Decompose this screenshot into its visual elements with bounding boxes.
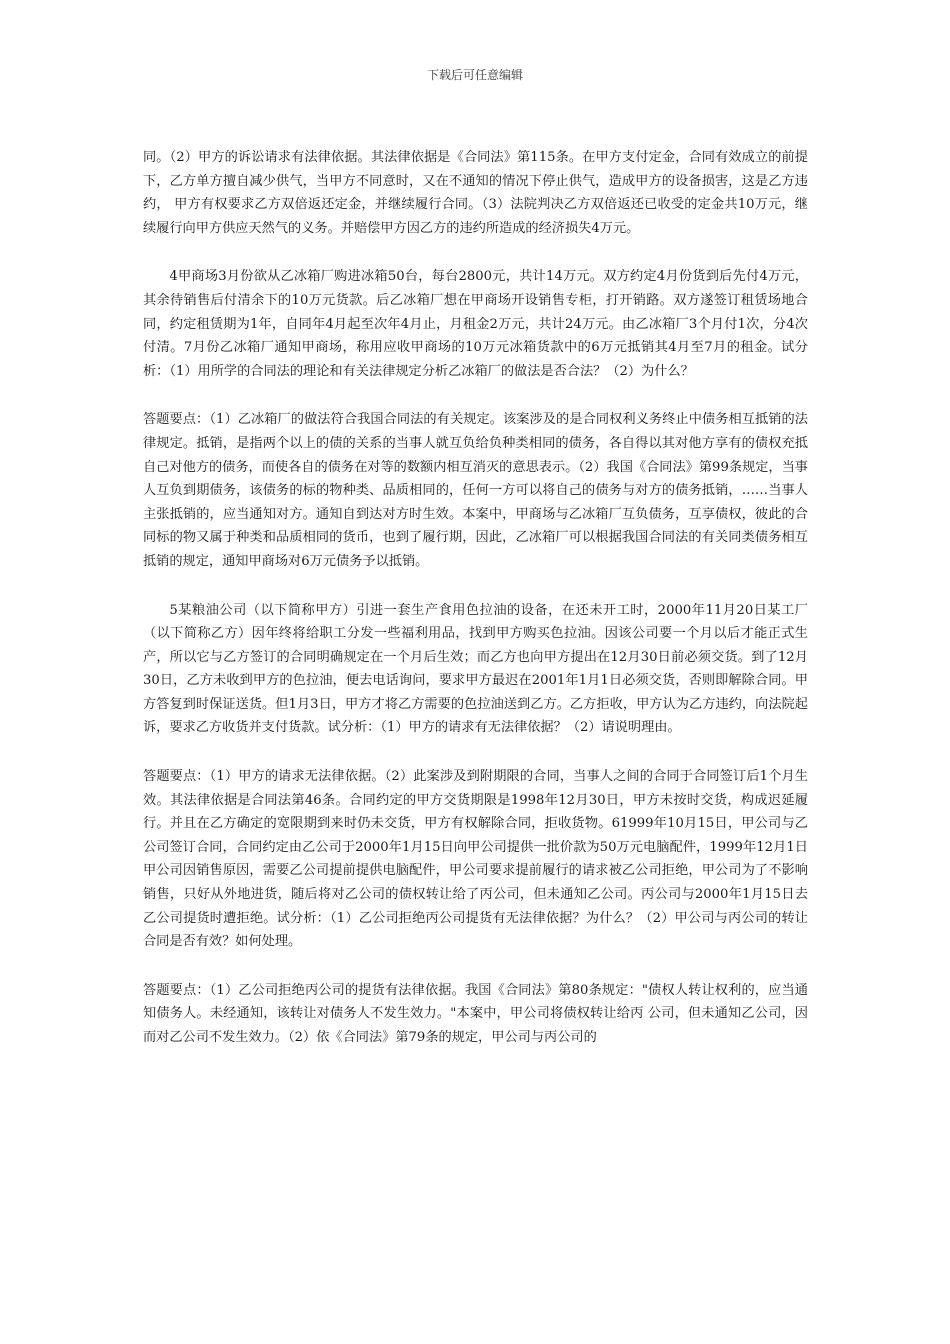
paragraph-2: 4甲商场3月份欲从乙冰箱厂购进冰箱50台，每台2800元，共计14万元。双方约定4月份货到后先付4万元，其余待销售后付清余下的10万元货款。后乙冰箱厂想在甲商场开设销售专柜，打开销路。双方遂签订租赁场地合同，约定租赁期为1年，自同年4月起至次年4月止，月租金2万元，共计24万元。由乙冰箱厂3个月付1次，分4次付清。7月份乙冰箱厂通知甲商场，称用应收甲商场的10万元冰箱货款中的6万元抵销其4月至7月的租金。试分析：（1）用所学的合同法的理论和有关法律规定分析乙冰箱厂的做法是否合法？（2）为什么？ [143, 269, 808, 379]
paragraph-3: 答题要点：（1）乙冰箱厂的做法符合我国合同法的有关规定。该案涉及的是合同权利义务终止中债务相互抵销的法律规定。抵销，是指两个以上的债的关系的当事人就互负给负种类相同的债务，各自得以其对他方享有的债权充抵自己对他方的债务，而使各自的债务在对等的数额内相互消灭的意思表示。（2）我国《合同法》第99条规定，当事人互负到期债务，该债务的标的物种类、品质相同的，任何一方可以将自己的债务与对方的债务抵销，……当事人主张抵销的，应当通知对方。通知自到达对方时生效。本案中，甲商场与乙冰箱厂互负债务，互享债权，彼此的合同标的物又属于种类和品质相同的货币，也到了履行期，因此，乙冰箱厂可以根据我国合同法的有关同类债务相互抵销的规定，通知甲商场对6万元债务予以抵销。 [143, 412, 808, 569]
paragraph-5: 答题要点：（1）甲方的请求无法律依据。（2）此案涉及到附期限的合同，当事人之间的合同于合同签订后1个月生效。其法律依据是合同法第46条。合同约定的甲方交货期限是1998年12月30日，甲方未按时交货，构成迟延履行。并且在乙方确定的宽限期到来时仍未交货，甲方有权解除合同，拒收货物。61999年10月15日，甲公司与乙公司签订合同，合同约定由乙公司于2000年1月15日向甲公司提供一批价款为50万元电脑配件，1999年12月1日甲公司因销售原因，需要乙公司提前提供电脑配件，甲公司要求提前履行的请求被乙公司拒绝，甲公司为了不影响销售，只好从外地进货，随后将对乙公司的债权转让给了丙公司，但未通知乙公司。丙公司与2000年1月15日去乙公司提货时遭拒绝。试分析：（1）乙公司拒绝丙公司提货有无法律依据？为什么？（2）甲公司与丙公司的转让合同是否有效？如何处理。 [143, 769, 808, 950]
page-header-note: 下载后可任意编辑 [426, 68, 523, 82]
paragraph-1: 同。（2）甲方的诉讼请求有法律依据。其法律依据是《合同法》第115条。在甲方支付定金，合同有效成立的前提下，乙方单方擅自减少供气，当甲方不同意时，又在不通知的情况下停止供气，造成甲方的设备损害，这是乙方违约， 甲方有权要求乙方双倍返还定金，并继续履行合同。（3）法院判决乙方双倍返还已收受的定金共10万元，继续履行向甲方供应天然气的义务。并赔偿甲方因乙方的违约所造成的经济损失4万元。 [143, 150, 808, 236]
paragraph-4: 5某粮油公司（以下简称甲方）引进一套生产食用色拉油的设备，在还未开工时，2000年11月20日某工厂（以下简称乙方）因年终将给职工分发一些福利用品，找到甲方购买色拉油。因该公司要一个月以后才能正式生产，所以它与乙方签订的合同明确规定在一个月后生效；而乙方也向甲方提出在12月30日前必须交货。到了12月30日，乙方未收到甲方的色拉油，便去电话询问，要求甲方最迟在2001年1月1日必须交货，否则即解除合同。甲方答复到时保证送货。但1月3日，甲方才将乙方需要的色拉油送到乙方。乙方拒收，甲方认为乙方违约，向法院起诉，要求乙方收货并支付货款。试分析：（1）甲方的请求有无法律依据？（2）请说明理由。 [143, 602, 808, 736]
document-body [143, 146, 808, 1075]
paragraph-6: 答题要点：（1）乙公司拒绝丙公司的提货有法律依据。我国《合同法》第80条规定："债权人转让权利的，应当通知债务人。未经通知，该转让对债务人不发生效力。"本案中，甲公司将债权转让给丙 公司，但未通知乙公司，因而对乙公司不发生效力。（2）依《合同法》第79条的规定，甲公司与丙公司的 [143, 982, 808, 1045]
